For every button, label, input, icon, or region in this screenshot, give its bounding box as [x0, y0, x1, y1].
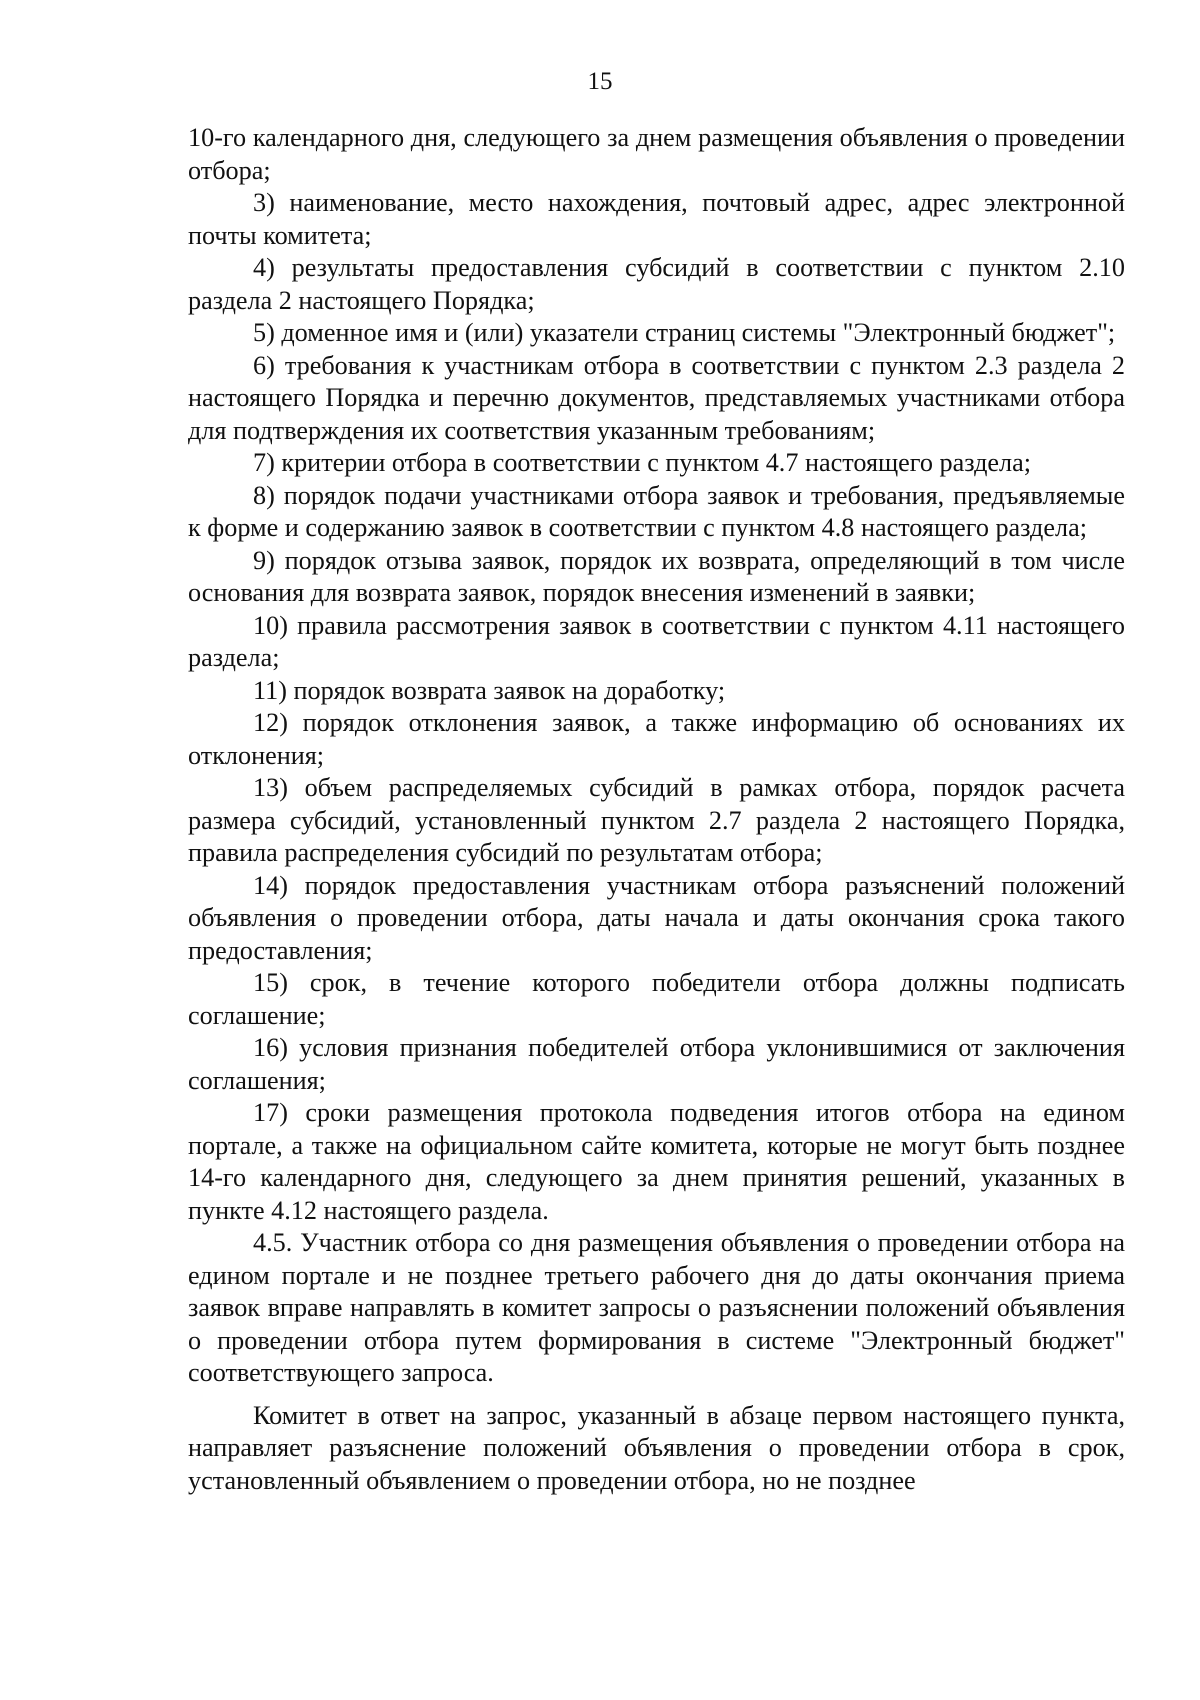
paragraph: 11) порядок возврата заявок на доработку; [253, 675, 726, 705]
paragraph: 10-го календарного дня, следующего за днем размещения объявления о проведении отбора; [188, 123, 1125, 185]
paragraph: 7) критерии отбора в соответствии с пунктом 4.7 настоящего раздела; [253, 448, 1032, 477]
paragraph: 9) порядок отзыва заявок, порядок их возврата, определяющий в том числе основания для возврата заявок, порядок внесения изменений в заявки; [188, 545, 1125, 607]
paragraph: 8) порядок подачи участниками отбора заявок и требования, предъявляемые к форме и содержанию заявок в соответствии с пунктом 4.8 настоящего раздела; [188, 480, 1125, 542]
paragraph: 3) наименование, место нахождения, почтовый адрес, адрес электронной почты комитета; [188, 188, 1125, 250]
paragraph: 14) порядок предоставления участникам отбора разъяснений положений объявления о проведении отбора, даты начала и даты окончания срока такого предоставления; [188, 870, 1125, 965]
paragraph: 4.5. Участник отбора со дня размещения объявления о проведении отбора на едином портале и не позднее третьего рабочего дня до даты окончания приема заявок вправе направлять в комитет запросы о разъяснении положений объявления о проведении отбора путем формирования в системе "Электронный бюджет" соответствующего запроса. [188, 1228, 1125, 1387]
document-body [188, 122, 1125, 1497]
paragraph: 17) сроки размещения протокола подведения итогов отбора на едином портале, а также на официальном сайте комитета, которые не могут быть позднее 14-го календарного дня, следующего за днем принятия решений, указанных в пункте 4.12 настоящего раздела. [188, 1098, 1125, 1225]
paragraph: 16) условия признания победителей отбора уклонившимися от заключения соглашения; [188, 1033, 1125, 1095]
paragraph: Комитет в ответ на запрос, указанный в абзаце первом настоящего пункта, направляет разъяснение положений объявления о проведении отбора в срок, установленный объявлением о проведении отбора, но не позднее [188, 1400, 1125, 1495]
page-number: 15 [587, 68, 613, 95]
paragraph: 10) правила рассмотрения заявок в соответствии с пунктом 4.11 настоящего раздела; [188, 610, 1125, 672]
paragraph: 15) срок, в течение которого победители отбора должны подписать соглашение; [188, 968, 1125, 1030]
paragraph: 13) объем распределяемых субсидий в рамках отбора, порядок расчета размера субсидий, установленный пунктом 2.7 раздела 2 настоящего Порядка, правила распределения субсидий по результатам отбора; [188, 773, 1125, 867]
paragraph: 6) требования к участникам отбора в соответствии с пунктом 2.3 раздела 2 настоящего Порядка и перечню документов, представляемых участниками отбора для подтверждения их соответствия указанным требованиям; [188, 350, 1125, 445]
paragraph: 12) порядок отклонения заявок, а также информацию об основаниях их отклонения; [188, 708, 1125, 770]
paragraph: 5) доменное имя и (или) указатели страниц системы "Электронный бюджет"; [253, 318, 1116, 347]
paragraph: 4) результаты предоставления субсидий в соответствии с пунктом 2.10 раздела 2 настоящего Порядка; [188, 253, 1125, 315]
